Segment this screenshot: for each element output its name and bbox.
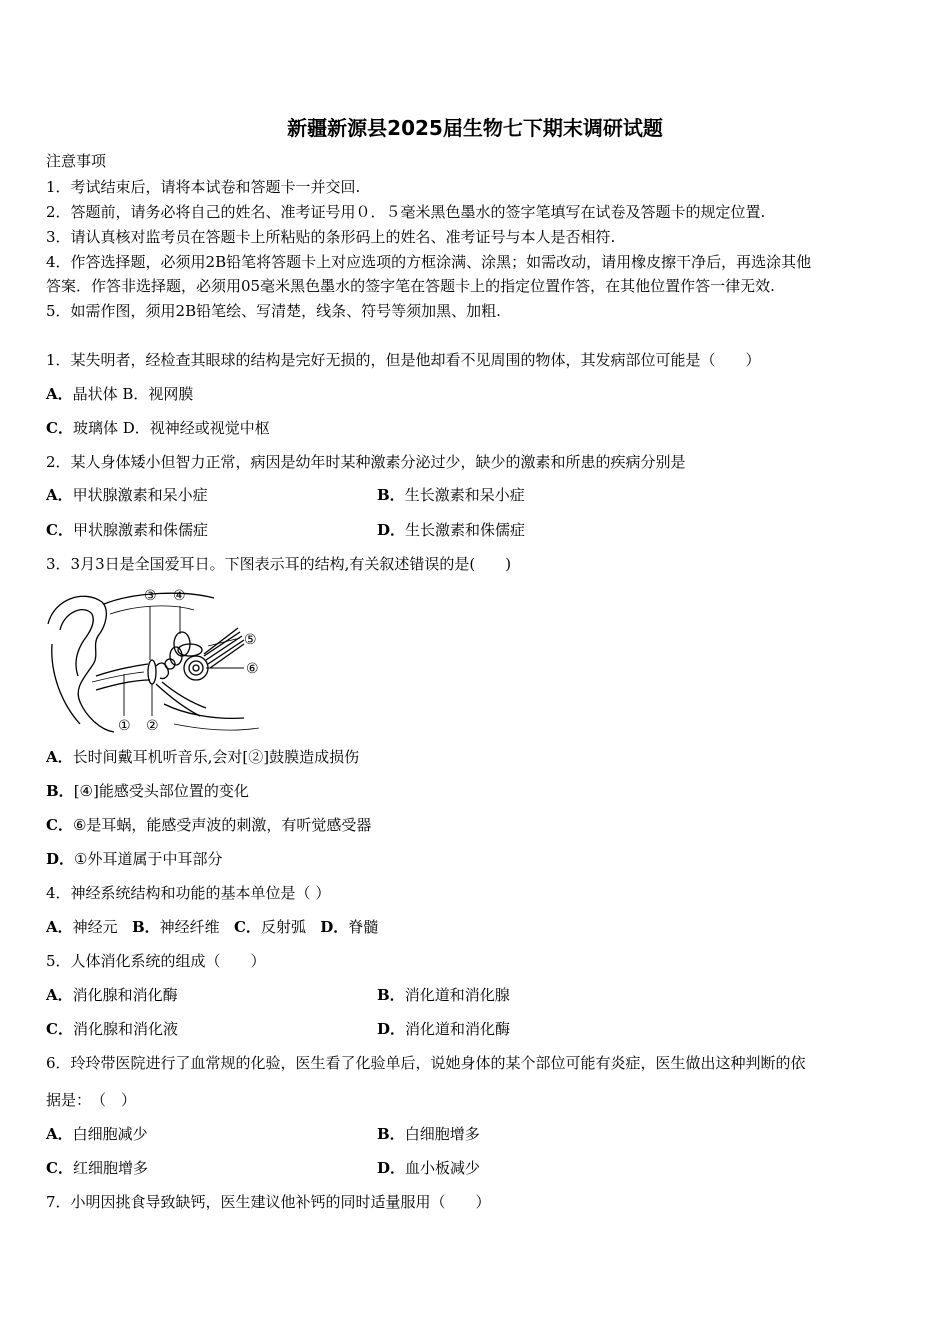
question-5-option-a <box>46 985 178 1005</box>
notice-item: 3．请认真核对监考员在答题卡上所粘贴的条形码上的姓名、准考证号与本人是否相符. <box>46 228 616 246</box>
question-2-stem: 2．某人身体矮小但智力正常，病因是幼年时某种激素分泌过少，缺少的激素和所患的疾病分别是 <box>46 453 686 471</box>
option-text: 白细胞增多 <box>404 1125 480 1143</box>
exam-title: 新疆新源县2025届生物七下期末调研试题 <box>287 116 663 140</box>
question-5-option-c <box>46 1019 178 1039</box>
question-2-option-d <box>377 520 525 540</box>
question-1-options-row <box>46 384 193 404</box>
option-text: 消化道和消化腺 <box>404 986 510 1004</box>
question-6-option-c <box>46 1158 148 1178</box>
figure-label-5: ⑤ <box>244 632 257 648</box>
question-2-option-a <box>46 485 208 505</box>
option-text: 血小板减少 <box>405 1159 481 1177</box>
option-letter: C． <box>46 816 73 834</box>
ear-structure-figure <box>44 584 266 736</box>
option-letter: D． <box>46 850 75 868</box>
option-letter: D． <box>377 1020 406 1038</box>
notice-item: 5．如需作图，须用2B铅笔绘、写清楚，线条、符号等须加黑、加粗. <box>46 302 501 320</box>
question-6-option-d <box>377 1158 480 1178</box>
option-text: 红细胞增多 <box>72 1159 148 1177</box>
option-letter: B． <box>131 918 160 936</box>
option-letter: A． <box>46 918 73 936</box>
option-letter: C． <box>46 1020 73 1038</box>
notice-item: 4．作答选择题，必须用2B铅笔将答题卡上对应选项的方框涂满、涂黑；如需改动，请用橡皮擦干净后，再选涂其他 <box>46 253 812 271</box>
question-4-options-row <box>46 917 378 937</box>
option-text: 甲状腺激素和呆小症 <box>72 486 208 504</box>
question-3-option-a <box>46 747 359 767</box>
option-text: 甲状腺激素和侏儒症 <box>72 521 208 539</box>
option-letter: C． <box>233 918 261 936</box>
question-6-stem-cont: 据是： （ ） <box>46 1091 137 1109</box>
option-letter: A． <box>46 1125 73 1143</box>
option-text: ①外耳道属于中耳部分 <box>74 850 223 868</box>
question-5-option-d <box>377 1019 510 1039</box>
option-text: 脊髓 <box>348 918 379 936</box>
question-6-option-b <box>377 1124 480 1144</box>
question-3-option-b <box>46 781 249 801</box>
question-6-stem: 6．玲玲带医院进行了血常规的化验，医生看了化验单后，说她身体的某个部位可能有炎症，医生做出这种判断的依 <box>46 1054 806 1072</box>
option-text: 神经元 <box>72 918 118 936</box>
option-letter: C． <box>46 1159 73 1177</box>
figure-label-3: ③ <box>144 588 157 604</box>
notice-item: 1．考试结束后，请将本试卷和答题卡一并交回. <box>46 178 361 196</box>
option-text: 长时间戴耳机听音乐,会对[②]鼓膜造成损伤 <box>72 748 360 766</box>
notice-item: 答案．作答非选择题，必须用05毫米黑色墨水的签字笔在答题卡上的指定位置作答，在其他位置作答一律无效. <box>46 277 775 295</box>
question-1-options-ab: 晶状体 B．视网膜 <box>72 385 194 403</box>
notice-heading: 注意事项 <box>46 152 107 170</box>
option-text: ⑥是耳蜗，能感受声波的刺激，有听觉感受器 <box>72 816 372 834</box>
figure-label-1: ① <box>118 718 131 734</box>
option-letter: A． <box>46 986 73 1004</box>
question-1-options-row <box>46 418 270 438</box>
question-3-option-d <box>46 849 222 869</box>
option-letter: D． <box>377 1159 406 1177</box>
option-text: 神经纤维 <box>159 918 220 936</box>
question-3-option-c <box>46 815 371 835</box>
figure-label-4: ④ <box>173 588 186 604</box>
figure-label-6: ⑥ <box>246 661 259 677</box>
option-text: [④]能感受头部位置的变化 <box>73 782 249 800</box>
question-4-stem: 4．神经系统结构和功能的基本单位是（ ） <box>46 884 331 902</box>
question-5-option-b <box>377 985 510 1005</box>
option-letter: B． <box>46 782 74 800</box>
option-letter: A． <box>46 486 73 504</box>
option-text: 生长激素和侏儒症 <box>405 521 526 539</box>
option-letter: B． <box>377 1125 405 1143</box>
option-letter: B． <box>377 986 405 1004</box>
option-text: 消化腺和消化酶 <box>72 986 178 1004</box>
option-letter: A． <box>46 748 73 766</box>
question-2-option-c <box>46 520 208 540</box>
option-letter: A． <box>46 385 73 403</box>
option-text: 白细胞减少 <box>72 1125 148 1143</box>
question-7-stem: 7．小明因挑食导致缺钙，医生建议他补钙的同时适量服用（ ） <box>46 1193 491 1211</box>
option-letter: D． <box>377 521 406 539</box>
option-letter: D． <box>320 918 349 936</box>
option-letter: C． <box>46 521 73 539</box>
option-text: 消化腺和消化液 <box>72 1020 178 1038</box>
question-5-stem: 5．人体消化系统的组成（ ） <box>46 952 266 970</box>
option-letter: C． <box>46 419 73 437</box>
option-text: 消化道和消化酶 <box>405 1020 511 1038</box>
figure-label-2: ② <box>146 718 159 734</box>
question-2-option-b <box>377 485 525 505</box>
question-1-stem: 1．某失明者，经检查其眼球的结构是完好无损的，但是他却看不见周围的物体，其发病部位可能是（ ） <box>46 351 761 369</box>
option-letter: B． <box>377 486 405 504</box>
option-text: 生长激素和呆小症 <box>404 486 525 504</box>
question-6-option-a <box>46 1124 148 1144</box>
notice-item: 2．答题前，请务必将自己的姓名、准考证号用０．５毫米黑色墨水的签字笔填写在试卷及答题卡的规定位置. <box>46 203 766 221</box>
question-3-stem: 3．3月3日是全国爱耳日。下图表示耳的结构,有关叙述错误的是( ) <box>46 555 512 573</box>
option-text: 反射弧 <box>260 918 306 936</box>
question-1-options-cd: 玻璃体 D．视神经或视觉中枢 <box>72 419 270 437</box>
